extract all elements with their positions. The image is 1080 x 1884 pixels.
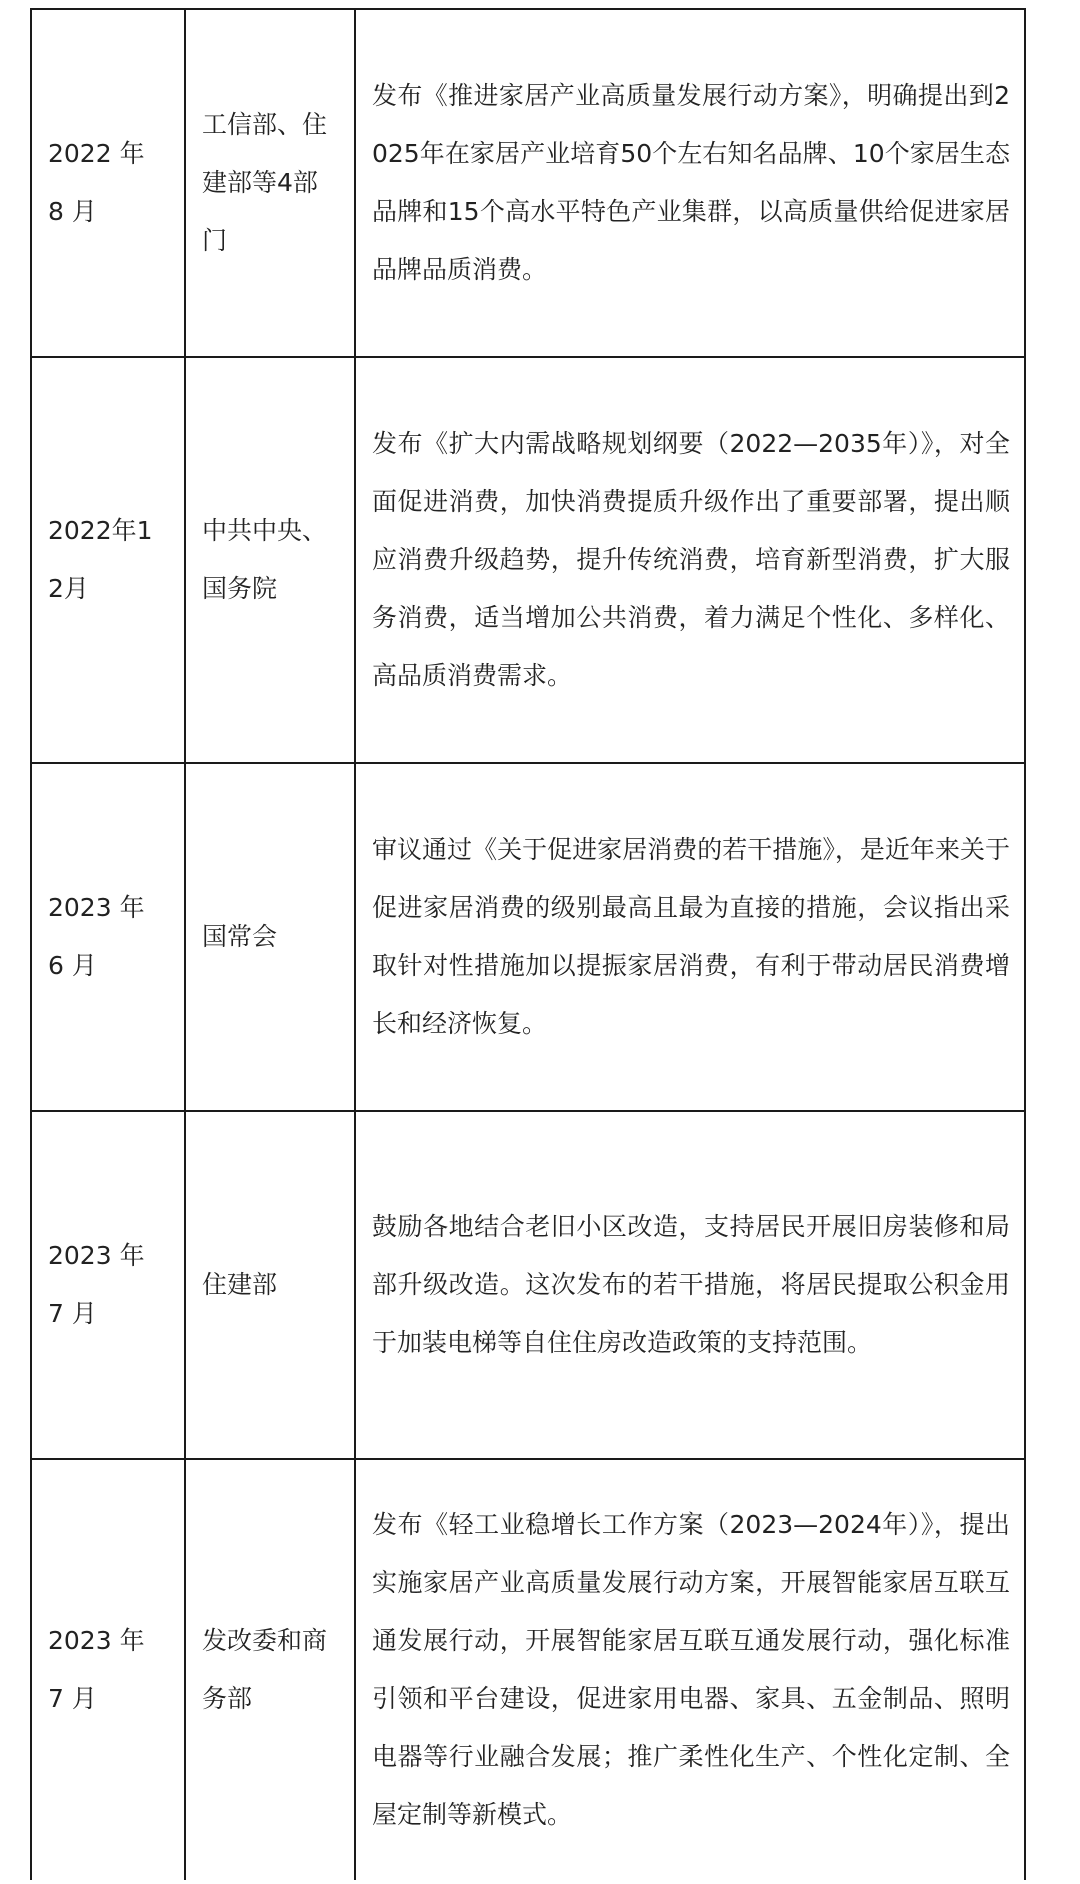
content-cell: 鼓励各地结合老旧小区改造，支持居民开展旧房装修和局部升级改造。这次发布的若干措施，将居民提取公积金用于加装电梯等自住住房改造政策的支持范围。 (355, 1111, 1025, 1459)
table-row (31, 9, 1025, 357)
date-cell: 2022年12月 (31, 357, 185, 763)
date-cell: 2023 年 7 月 (31, 1459, 185, 1880)
table-row (31, 1111, 1025, 1459)
content-cell: 发布《扩大内需战略规划纲要（2022—2035年）》，对全面促进消费，加快消费提质升级作出了重要部署，提出顺应消费升级趋势，提升传统消费，培育新型消费，扩大服务消费，适当增加公共消费，着力满足个性化、多样化、高品质消费需求。 (355, 357, 1025, 763)
policy-table (30, 8, 1026, 1880)
table-row (31, 1459, 1025, 1880)
date-cell: 2023 年 6 月 (31, 763, 185, 1111)
date-cell: 2022 年 8 月 (31, 9, 185, 357)
department-cell: 工信部、住建部等4部门 (185, 9, 355, 357)
content-cell: 发布《推进家居产业高质量发展行动方案》，明确提出到2025年在家居产业培育50个左右知名品牌、10个家居生态品牌和15个高水平特色产业集群，以高质量供给促进家居品牌品质消费。 (355, 9, 1025, 357)
table-row (31, 357, 1025, 763)
date-cell: 2023 年 7 月 (31, 1111, 185, 1459)
content-cell: 发布《轻工业稳增长工作方案（2023—2024年）》，提出实施家居产业高质量发展行动方案，开展智能家居互联互通发展行动，开展智能家居互联互通发展行动，强化标准引领和平台建设，促进家用电器、家具、五金制品、照明电器等行业融合发展；推广柔性化生产、个性化定制、全屋定制等新模式。 (355, 1459, 1025, 1880)
department-cell: 住建部 (185, 1111, 355, 1459)
table-row (31, 763, 1025, 1111)
department-cell: 中共中央、国务院 (185, 357, 355, 763)
department-cell: 发改委和商务部 (185, 1459, 355, 1880)
content-cell: 审议通过《关于促进家居消费的若干措施》，是近年来关于促进家居消费的级别最高且最为直接的措施，会议指出采取针对性措施加以提振家居消费，有利于带动居民消费增长和经济恢复。 (355, 763, 1025, 1111)
department-cell: 国常会 (185, 763, 355, 1111)
